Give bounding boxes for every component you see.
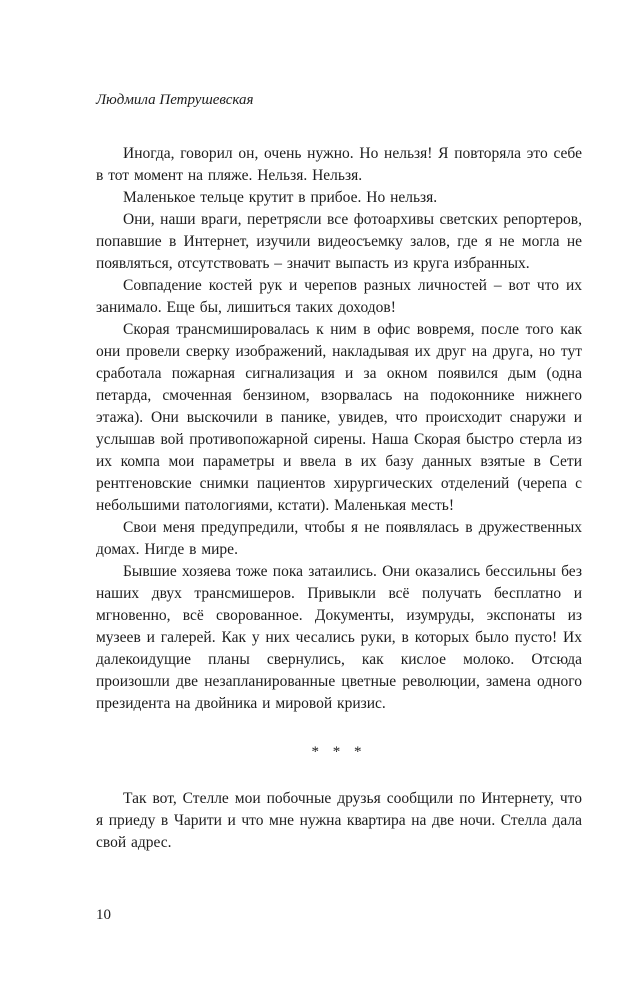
paragraph: Свои меня предупредили, чтобы я не появлялась в дружественных домах. Нигде в мире. <box>96 519 582 558</box>
paragraph: Совпадение костей рук и черепов разных личностей – вот что их занимало. Еще бы, лишиться таких доходов! <box>96 277 582 316</box>
paragraph: Маленькое тельце крутит в прибое. Но нельзя. <box>123 189 438 206</box>
author-header: Людмила Петрушевская <box>96 92 254 108</box>
paragraph: Они, наши враги, перетрясли все фотоархивы светских репортеров, попавшие в Интернет, изучили видеосъемку залов, где я не могла не появляться, отсутствовать – значит выпасть из круга избранных. <box>96 211 582 272</box>
section-separator: * * * <box>311 744 367 760</box>
body-text-after-separator <box>96 788 582 854</box>
body-text-before-separator <box>96 143 582 715</box>
paragraph: Так вот, Стелле мои побочные друзья сообщили по Интернету, что я приеду в Чарити и что мне нужна квартира на две ночи. Стелла дала свой адрес. <box>96 790 582 851</box>
text-column <box>96 90 582 854</box>
paragraph: Бывшие хозяева тоже пока затаились. Они оказались бессильны без наших двух трансмишеров. Привыкли всё получать бесплатно и мгновенно, всё сворованное. Документы, изумруды, экспонаты из музеев и галерей. Как у них чесались руки, в которых было пусто! Их далекоидущие планы свернулись, как кислое молоко. Отсюда произошли две незапланированные цветные революции, замена одного президента на двойника и мировой кризис. <box>96 563 582 712</box>
paragraph: Иногда, говорил он, очень нужно. Но нельзя! Я повторяла это себе в тот момент на пляже. Нельзя. Нельзя. <box>96 145 582 184</box>
paragraph: Скорая трансмишировалась к ним в офис вовремя, после того как они провели сверку изображений, накладывая их друг на друга, но тут сработала пожарная сигнализация и за окном появился дым (одна петарда, смоченная бензином, взорвалась на подоконнике нижнего этажа). Они выскочили в панике, увидев, что происходит снаружи и услышав вой противопожарной сирены. Наша Скорая быстро стерла из их компа мои параметры и ввела в их базу данных взятые в Сети рентгеновские снимки пациентов хирургических отделений (черепа с небольшими патологиями, кстати). Маленькая месть! <box>96 321 582 514</box>
page-number: 10 <box>96 907 111 923</box>
